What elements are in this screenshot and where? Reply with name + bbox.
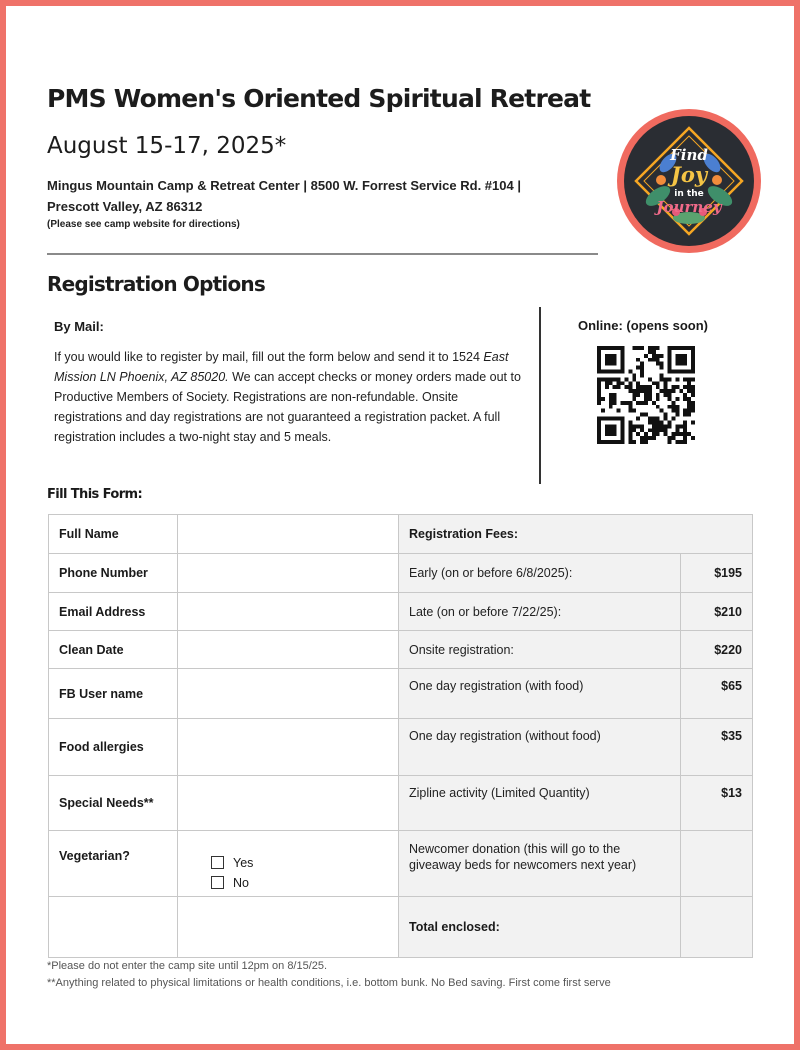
special-needs-label: Special Needs** — [49, 776, 178, 831]
fee-amount-late: $210 — [681, 593, 753, 631]
footnote-1: *Please do not enter the camp site until 12pm on 8/15/25. — [47, 960, 328, 972]
email-address-label: Email Address — [49, 593, 178, 631]
special-needs-input[interactable] — [178, 776, 399, 831]
fill-form-title: Fill This Form: — [47, 487, 143, 502]
page-title: PMS Women's Oriented Spiritual Retreat — [47, 84, 591, 113]
fb-user-name-label: FB User name — [49, 669, 178, 719]
fee-amount-zipline: $13 — [681, 776, 753, 831]
yes-label: Yes — [233, 855, 254, 870]
full-name-label: Full Name — [49, 515, 178, 554]
table-row — [49, 631, 753, 669]
by-mail-heading: By Mail: — [54, 319, 104, 334]
footnote-2: **Anything related to physical limitations or health conditions, i.e. bottom bunk. No Bed saving. First come first serve — [47, 977, 611, 989]
vegetarian-no-option[interactable] — [211, 873, 398, 893]
no-checkbox[interactable] — [211, 876, 224, 889]
mail-text-part-2: We can accept checks or money orders made out to Productive Members of Society. Registrations are non-refundable. Onsite registrations and day registrations are not guaranteed a registration packet. A full registration includes a two-night stay and 5 meals. — [54, 370, 521, 444]
fee-amount-early: $195 — [681, 554, 753, 593]
logo-text-journey: Journey — [656, 198, 722, 216]
clean-date-input[interactable] — [178, 631, 399, 669]
address-line-1: Mingus Mountain Camp & Retreat Center | 8500 W. Forrest Service Rd. #104 | — [47, 178, 521, 193]
empty-cell — [178, 897, 399, 958]
phone-number-label: Phone Number — [49, 554, 178, 593]
table-row — [49, 593, 753, 631]
total-enclosed-label: Total enclosed: — [399, 897, 681, 958]
event-dates: August 15-17, 2025* — [47, 133, 287, 159]
vegetarian-yes-option[interactable] — [211, 853, 398, 873]
mail-text-part-1: If you would like to register by mail, fill out the form below and send it to 1524 — [54, 350, 480, 364]
find-joy-logo — [616, 108, 762, 254]
by-mail-instructions — [54, 347, 529, 447]
fee-amount-onsite: $220 — [681, 631, 753, 669]
vegetarian-options — [178, 831, 399, 897]
fee-label-early: Early (on or before 6/8/2025): — [399, 554, 681, 593]
fb-user-name-input[interactable] — [178, 669, 399, 719]
header-divider — [47, 253, 598, 255]
table-row — [49, 515, 753, 554]
address-note: (Please see camp website for directions) — [47, 219, 240, 230]
mail-address: East Mission LN Phoenix, AZ 85020. — [54, 350, 509, 384]
registration-fees-heading: Registration Fees: — [399, 515, 753, 554]
table-row — [49, 669, 753, 719]
fee-label-onsite: Onsite registration: — [399, 631, 681, 669]
email-address-input[interactable] — [178, 593, 399, 631]
registration-form-table — [48, 514, 753, 958]
empty-cell — [49, 897, 178, 958]
fee-amount-one-day-food: $65 — [681, 669, 753, 719]
clean-date-label: Clean Date — [49, 631, 178, 669]
total-enclosed-amount[interactable] — [681, 897, 753, 958]
fee-label-zipline: Zipline activity (Limited Quantity) — [399, 776, 681, 831]
fee-label-one-day-no-food: One day registration (without food) — [399, 719, 681, 776]
logo-text-joy: Joy — [670, 162, 708, 187]
full-name-input[interactable] — [178, 515, 399, 554]
fee-amount-one-day-no-food: $35 — [681, 719, 753, 776]
address-line-2: Prescott Valley, AZ 86312 — [47, 199, 203, 214]
no-label: No — [233, 875, 249, 890]
fee-label-one-day-food: One day registration (with food) — [399, 669, 681, 719]
food-allergies-label: Food allergies — [49, 719, 178, 776]
registration-options-title: Registration Options — [47, 272, 265, 296]
online-heading: Online: (opens soon) — [578, 318, 708, 333]
table-row — [49, 831, 753, 897]
registration-qr-code[interactable] — [597, 346, 695, 444]
table-row — [49, 719, 753, 776]
fee-amount-newcomer-donation[interactable] — [681, 831, 753, 897]
options-divider — [539, 307, 541, 484]
table-row — [49, 897, 753, 958]
table-row — [49, 554, 753, 593]
vegetarian-label: Vegetarian? — [49, 831, 178, 897]
logo-text-find: Find — [670, 146, 708, 164]
phone-number-input[interactable] — [178, 554, 399, 593]
fee-label-newcomer-donation: Newcomer donation (this will go to the giveaway beds for newcomers next year) — [399, 831, 681, 897]
food-allergies-input[interactable] — [178, 719, 399, 776]
table-row — [49, 776, 753, 831]
logo-text-in-the: in the — [674, 189, 704, 199]
fee-label-late: Late (on or before 7/22/25): — [399, 593, 681, 631]
yes-checkbox[interactable] — [211, 856, 224, 869]
